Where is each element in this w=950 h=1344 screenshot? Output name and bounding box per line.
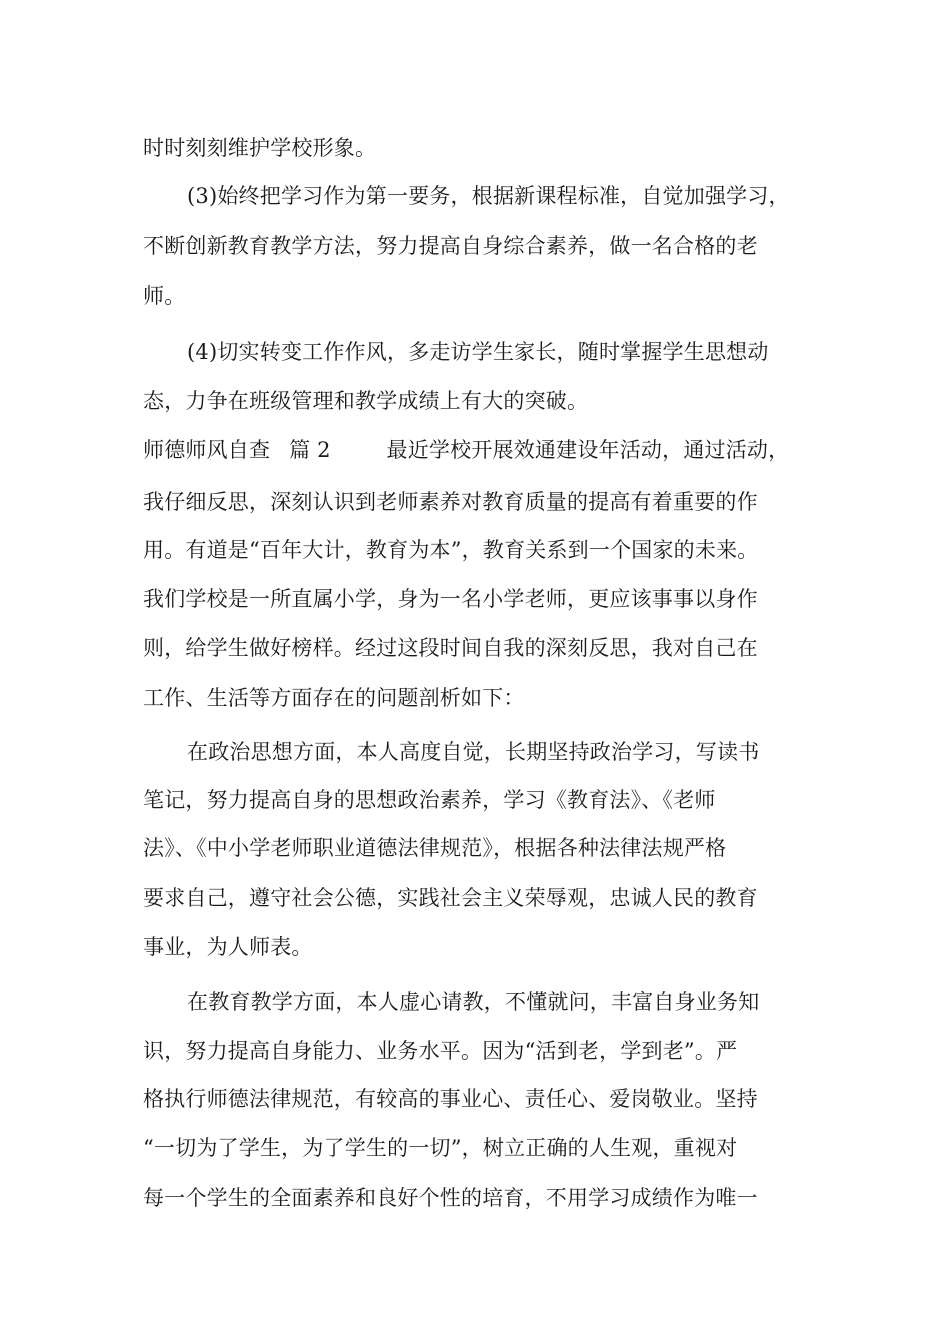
- text-line: 工作、生活等方面存在的问题剖析如下：: [143, 686, 525, 710]
- section-heading-line: [143, 426, 789, 474]
- text-line: 法》、《中小学老师职业道德法律规范》，根据各种法律法规严格: [143, 836, 727, 860]
- text-line: 识，努力提高自身能力、业务水平。因为“活到老，学到老”。严: [143, 1039, 738, 1063]
- text-line: 笔记，努力提高自身的思想政治素养，学习《教育法》、《老师: [143, 788, 716, 812]
- text-line: “一切为了学生，为了学生的一切”，树立正确的人生观，重视对: [143, 1136, 738, 1160]
- text-line: 不断创新教育教学方法，努力提高自身综合素养，做一名合格的老: [143, 234, 758, 258]
- text-line: 每一个学生的全面素养和良好个性的培育，不用学习成绩作为唯一: [143, 1186, 758, 1210]
- text-line: 格执行师德法律规范，有较高的事业心、责任心、爱岗敬业。坚持: [143, 1087, 758, 1111]
- text-line: 用。有道是“百年大计，教育为本”，教育关系到一个国家的未来。: [143, 538, 759, 562]
- text-line: 我仔细反思，深刻认识到老师素养对教育质量的提高有着重要的作: [143, 490, 758, 514]
- text-line: 则，给学生做好榜样。经过这段时间自我的深刻反思，我对自己在: [143, 636, 758, 660]
- text-line: 事业，为人师表。: [143, 935, 313, 959]
- text-line: 态，力争在班级管理和教学成绩上有大的突破。: [143, 389, 589, 413]
- paragraph-start: 在教育教学方面，本人虚心请教，不懂就问，丰富自身业务知: [187, 990, 760, 1014]
- section-number: 篇 2: [289, 438, 331, 462]
- text-line: 我们学校是一所直属小学，身为一名小学老师，更应该事事以身作: [143, 587, 758, 611]
- text-line: 最近学校开展效通建设年活动，通过活动，: [386, 438, 790, 462]
- text-line: 时时刻刻维护学校形象。: [143, 136, 377, 160]
- section-heading: 师德师风自查: [143, 438, 271, 462]
- text-line: 师。: [143, 284, 186, 308]
- paragraph-start: (3)始终把学习作为第一要务，根据新课程标准，自觉加强学习，: [187, 184, 790, 208]
- text-line: 要求自己，遵守社会公德，实践社会主义荣辱观，忠诚人民的教育: [143, 886, 758, 910]
- paragraph-start: 在政治思想方面，本人高度自觉，长期坚持政治学习，写读书: [187, 740, 760, 764]
- paragraph-start: (4)切实转变工作作风，多走访学生家长，随时掌握学生思想动: [187, 340, 769, 364]
